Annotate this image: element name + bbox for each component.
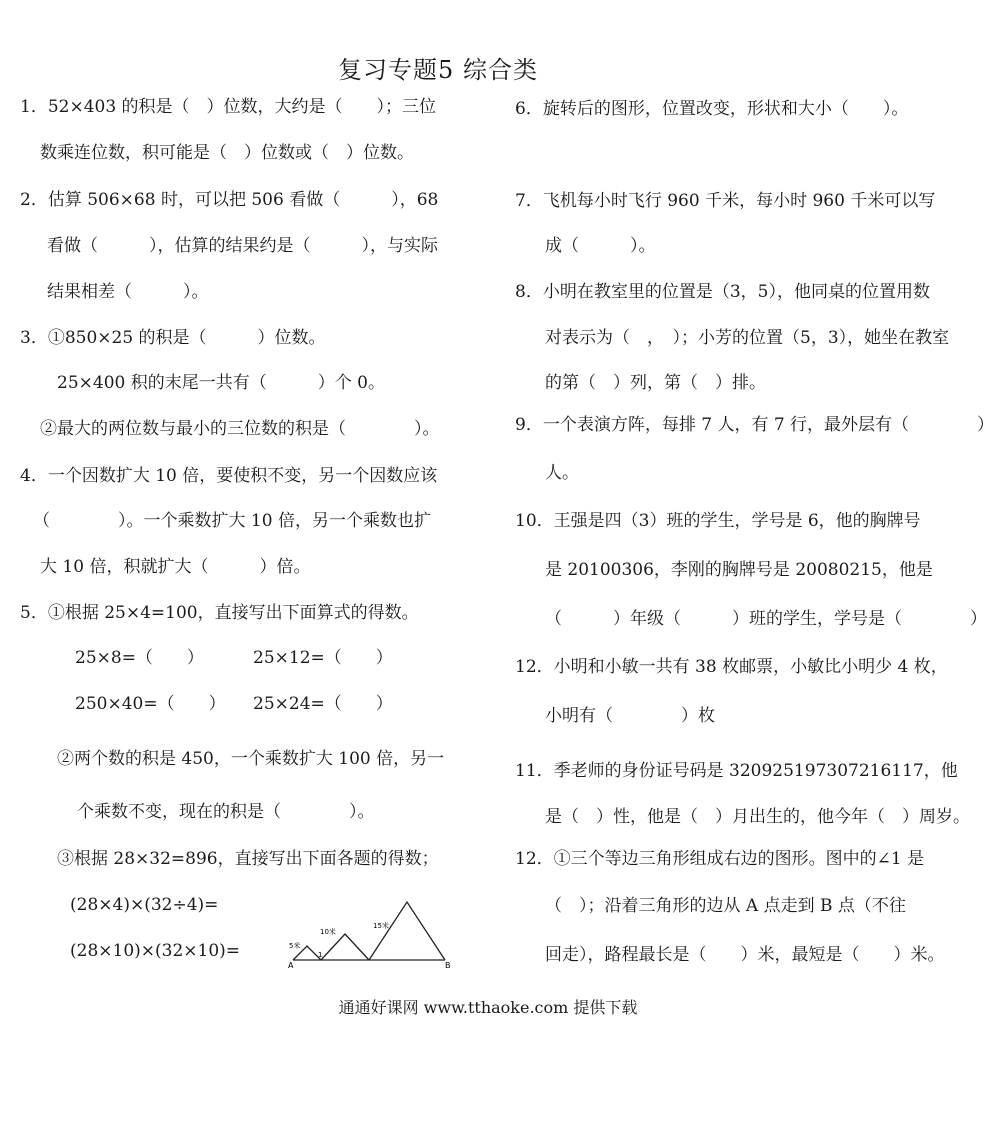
left-line: 3．①850×25 的积是（ ）位数。 (20, 328, 326, 348)
label-b: B (445, 961, 451, 970)
left-line: 1．52×403 的积是（ ）位数，大约是（ ）；三位 (20, 97, 437, 117)
footer-credit: 通通好课网 www.tthaoke.com 提供下载 (338, 998, 638, 1017)
triangle-medium (321, 934, 369, 960)
triangle-large (369, 902, 445, 960)
left-line: 25×8=（ ） (75, 648, 204, 668)
right-line: 的第（ ）列，第（ ）排。 (545, 373, 766, 393)
left-line: 25×24=（ ） (253, 694, 393, 714)
label-5m: 5米 (289, 942, 301, 950)
right-line: 6．旋转后的图形，位置改变，形状和大小（ ）。 (515, 99, 909, 119)
right-line: 回走），路程最长是（ ）米，最短是（ ）米。 (545, 945, 945, 965)
left-line: 大 10 倍，积就扩大（ ）倍。 (40, 557, 311, 577)
right-line: 7．飞机每小时飞行 960 千米，每小时 960 千米可以写 (515, 191, 936, 211)
left-line: (28×4)×(32÷4)= (70, 895, 219, 915)
right-line: 人。 (545, 463, 579, 483)
left-line: 4．一个因数扩大 10 倍，要使积不变，另一个因数应该 (20, 466, 438, 486)
right-line: 8．小明在教室里的位置是（3，5），他同桌的位置用数 (515, 282, 930, 302)
right-line: 9．一个表演方阵，每排 7 人，有 7 行，最外层有（ ） (515, 415, 995, 435)
label-angle-1: 1 (318, 951, 323, 959)
left-line: 个乘数不变，现在的积是（ ）。 (77, 802, 375, 822)
right-line: 成（ ）。 (545, 236, 656, 256)
left-line: 数乘连位数，积可能是（ ）位数或（ ）位数。 (40, 143, 414, 163)
right-line: 是 20100306，李刚的胸牌号是 20080215，他是 (545, 560, 933, 580)
triangle-diagram (285, 898, 460, 970)
left-line: ②最大的两位数与最小的三位数的积是（ ）。 (40, 419, 440, 439)
right-line: 小明有（ ）枚 (545, 706, 715, 726)
right-line: 11．季老师的身份证号码是 320925197307216117，他 (515, 761, 958, 781)
left-line: (28×10)×(32×10)= (70, 941, 241, 961)
label-a: A (288, 961, 294, 970)
right-line: （ ）年级（ ）班的学生，学号是（ ） (545, 609, 987, 629)
right-line: 对表示为（ ， ）；小芳的位置（5，3），她坐在教室 (545, 328, 950, 348)
right-line: 10．王强是四（3）班的学生，学号是 6，他的胸牌号 (515, 511, 921, 531)
left-line: ③根据 28×32=896，直接写出下面各题的得数； (57, 849, 439, 869)
left-line: 结果相差（ ）。 (47, 282, 209, 302)
label-15m: 15米 (373, 922, 389, 930)
left-line: 2．估算 506×68 时，可以把 506 看做（ ），68 (20, 190, 439, 210)
right-line: 12．①三个等边三角形组成右边的图形。图中的∠1 是 (515, 849, 925, 869)
left-line: 250×40=（ ） (75, 694, 226, 714)
left-line: 25×400 积的末尾一共有（ ）个 0。 (57, 373, 385, 393)
left-line: 25×12=（ ） (253, 648, 393, 668)
left-line: 看做（ ），估算的结果约是（ ），与实际 (47, 236, 438, 256)
left-line: ②两个数的积是 450，一个乘数扩大 100 倍，另一 (57, 749, 445, 769)
page-title: 复习专题5 综合类 (338, 56, 538, 84)
left-line: （ ）。一个乘数扩大 10 倍，另一个乘数也扩 (33, 511, 431, 531)
right-line: 是（ ）性，他是（ ）月出生的，他今年（ ）周岁。 (545, 807, 970, 827)
right-line: 12．小明和小敏一共有 38 枚邮票，小敏比小明少 4 枚， (515, 657, 948, 677)
right-line: （ ）；沿着三角形的边从 A 点走到 B 点（不往 (545, 896, 906, 916)
label-10m: 10米 (320, 928, 336, 936)
triangle-figure (285, 898, 460, 975)
left-line: 5．①根据 25×4=100，直接写出下面算式的得数。 (20, 603, 419, 623)
